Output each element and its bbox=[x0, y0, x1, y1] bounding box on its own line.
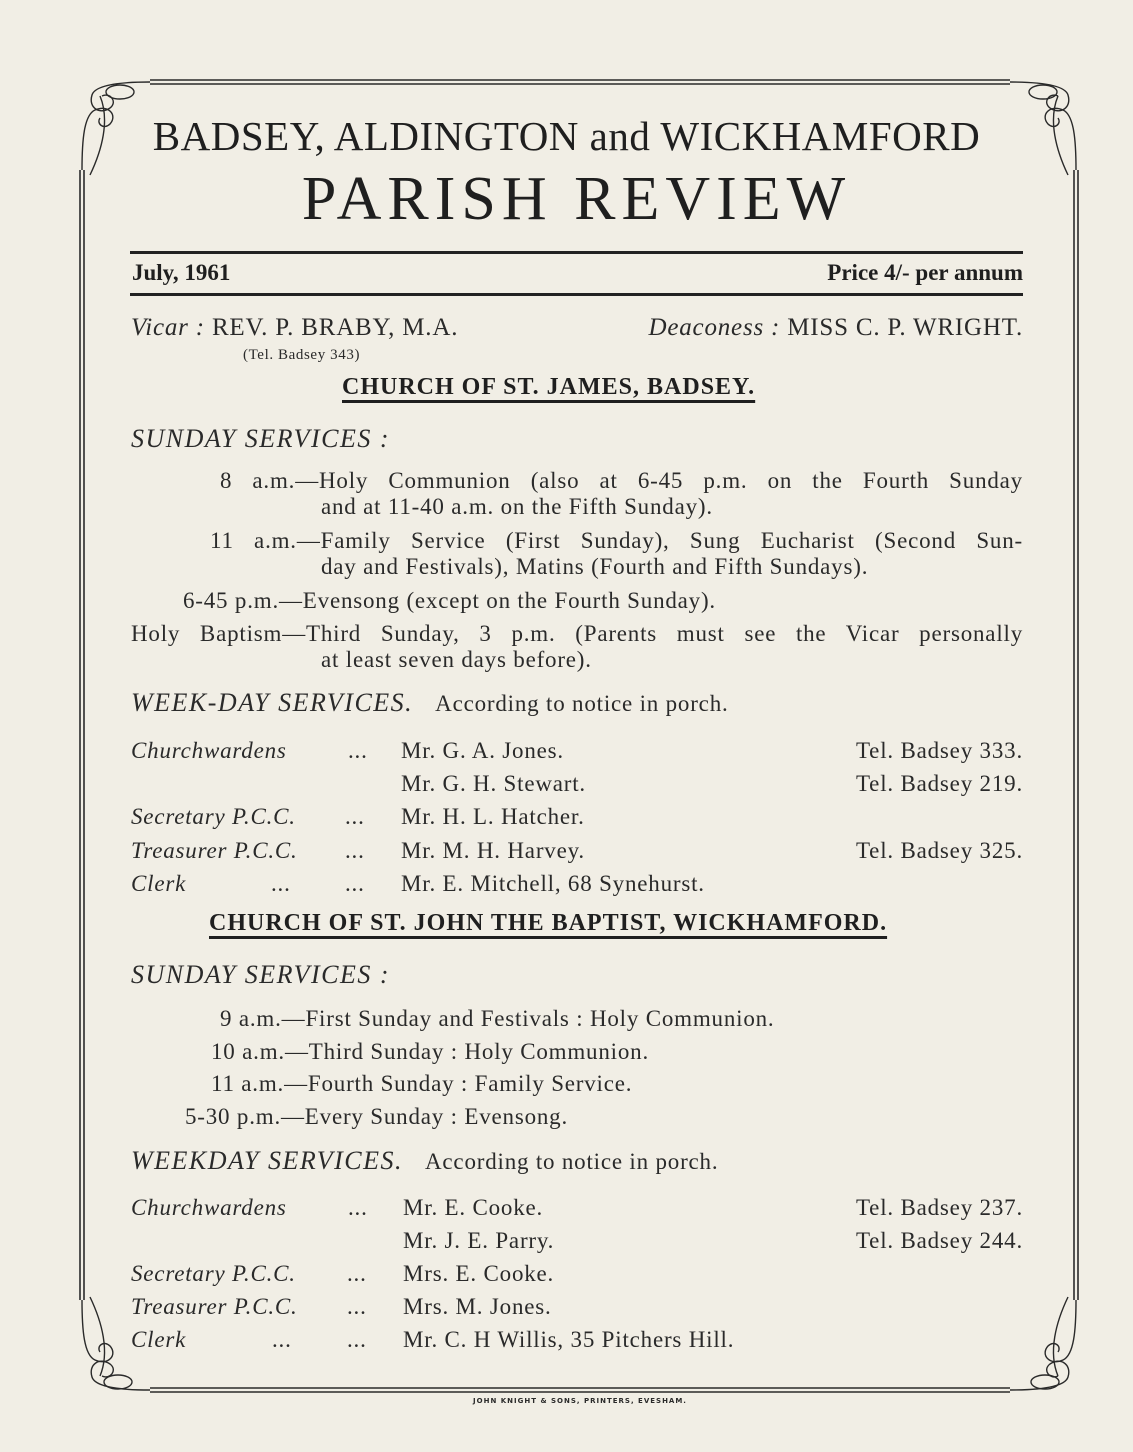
leader-dots: ... bbox=[348, 738, 368, 763]
badsey-service-evensong: 6-45 p.m.—Evensong (except on the Fourth Sunday). bbox=[183, 588, 716, 613]
officer-role: Clerk bbox=[131, 871, 187, 896]
officer-telephone: Tel. Badsey 219. bbox=[855, 771, 1023, 796]
deaconess-name: MISS C. P. WRIGHT. bbox=[787, 314, 1023, 341]
vicar-line bbox=[131, 314, 458, 342]
wickhamford-weekday-heading: WEEKDAY SERVICES. bbox=[131, 1146, 404, 1175]
leader-dots: ... bbox=[345, 871, 365, 896]
badsey-service-11am: 11 a.m.—Family Service (First Sunday), Sung Eucharist (Second Sun- day and Festivals), Matins (Fourth and Fifth Sundays). bbox=[210, 528, 1023, 579]
leader-dots: ... bbox=[347, 1261, 367, 1286]
officer-telephone: Tel. Badsey 237. bbox=[855, 1195, 1023, 1220]
officer-name: Mr. G. A. Jones. bbox=[401, 738, 564, 763]
officer-role: Churchwardens bbox=[131, 738, 287, 763]
officer-telephone: Tel. Badsey 325. bbox=[855, 838, 1023, 863]
leader-dots: ... bbox=[272, 1327, 292, 1352]
officer-role: Treasurer P.C.C. bbox=[131, 838, 298, 863]
officer-name: Mrs. M. Jones. bbox=[403, 1294, 552, 1319]
officer-name: Mr. C. H Willis, 35 Pitchers Hill. bbox=[403, 1327, 735, 1352]
leader-dots: ... bbox=[348, 1195, 368, 1220]
badsey-weekday-line bbox=[131, 688, 729, 718]
wickhamford-weekday-note: According to notice in porch. bbox=[425, 1149, 719, 1174]
wickhamford-service: 5-30 p.m.—Every Sunday : Evensong. bbox=[185, 1104, 569, 1129]
price: Price 4/- per annum bbox=[827, 260, 1023, 285]
leader-dots: ... bbox=[347, 1294, 367, 1319]
wickhamford-service: 11 a.m.—Fourth Sunday : Family Service. bbox=[211, 1071, 633, 1096]
vicar-label: Vicar : bbox=[131, 314, 205, 341]
officer-name: Mrs. E. Cooke. bbox=[403, 1261, 555, 1286]
wickhamford-church-title: CHURCH OF ST. JOHN THE BAPTIST, WICKHAMFORD. bbox=[209, 910, 888, 936]
officer-role: Churchwardens bbox=[131, 1195, 287, 1220]
officer-role: Clerk bbox=[131, 1327, 187, 1352]
badsey-service-8am: 8 a.m.—Holy Communion (also at 6-45 p.m. on the Fourth Sunday and at 11-40 a.m. on the Fifth Sunday). bbox=[220, 468, 1023, 519]
issue-date: July, 1961 bbox=[132, 260, 231, 285]
officer-name: Mr. J. E. Parry. bbox=[403, 1228, 555, 1253]
deaconess-label: Deaconess : bbox=[648, 314, 781, 341]
wickhamford-service: 10 a.m.—Third Sunday : Holy Communion. bbox=[211, 1039, 649, 1064]
badsey-holy-baptism: Holy Baptism—Third Sunday, 3 p.m. (Parents must see the Vicar personally at least seven days before). bbox=[131, 621, 1023, 672]
officer-role: Secretary P.C.C. bbox=[131, 804, 296, 829]
officer-name: Mr. E. Cooke. bbox=[403, 1195, 544, 1220]
deaconess-line bbox=[649, 314, 1024, 342]
leader-dots: ... bbox=[347, 1327, 367, 1352]
badsey-weekday-heading: WEEK-DAY SERVICES. bbox=[131, 688, 414, 717]
header-rule-bottom bbox=[130, 293, 1023, 296]
badsey-church-title: CHURCH OF ST. JAMES, BADSEY. bbox=[342, 374, 756, 400]
vicar-telephone: (Tel. Badsey 343) bbox=[243, 347, 361, 363]
leader-dots: ... bbox=[345, 838, 365, 863]
officer-role: Treasurer P.C.C. bbox=[131, 1294, 298, 1319]
masthead-title: PARISH REVIEW bbox=[301, 165, 852, 233]
leader-dots: ... bbox=[345, 804, 365, 829]
officer-name: Mr. G. H. Stewart. bbox=[401, 771, 586, 796]
header-rule-top bbox=[130, 251, 1023, 254]
officer-name: Mr. H. L. Hatcher. bbox=[401, 804, 585, 829]
leader-dots: ... bbox=[271, 871, 291, 896]
masthead-parishes: BADSEY, ALDINGTON and WICKHAMFORD bbox=[152, 113, 981, 159]
officer-name: Mr. E. Mitchell, 68 Synehurst. bbox=[401, 871, 705, 896]
officer-telephone: Tel. Badsey 333. bbox=[855, 738, 1023, 763]
officer-telephone: Tel. Badsey 244. bbox=[855, 1228, 1023, 1253]
wickhamford-service: 9 a.m.—First Sunday and Festivals : Holy Communion. bbox=[220, 1006, 775, 1031]
officer-name: Mr. M. H. Harvey. bbox=[401, 838, 585, 863]
corner-ornament-bottom-right bbox=[1010, 1297, 1076, 1390]
wickhamford-sunday-heading: SUNDAY SERVICES : bbox=[131, 960, 391, 989]
badsey-sunday-heading: SUNDAY SERVICES : bbox=[131, 424, 391, 453]
badsey-weekday-note: According to notice in porch. bbox=[435, 691, 729, 716]
officer-role: Secretary P.C.C. bbox=[131, 1261, 296, 1286]
vicar-name: REV. P. BRABY, M.A. bbox=[211, 314, 459, 341]
wickhamford-weekday-line bbox=[131, 1146, 718, 1176]
printer-imprint: JOHN KNIGHT & SONS, PRINTERS, EVESHAM. bbox=[473, 1397, 687, 1405]
